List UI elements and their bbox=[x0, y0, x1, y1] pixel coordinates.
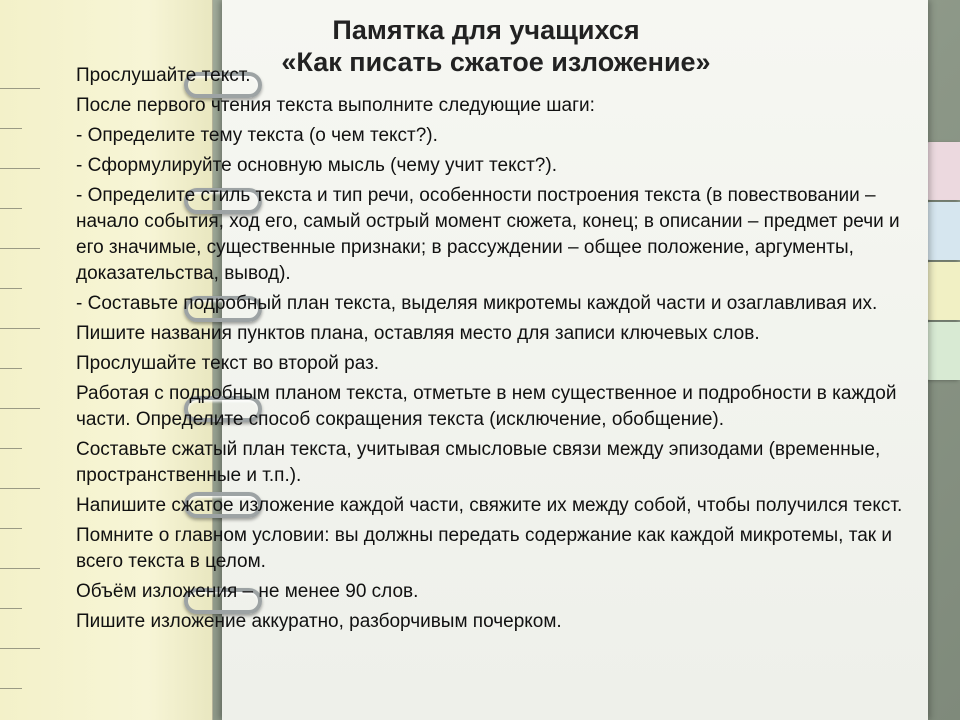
ruler-mark bbox=[0, 528, 22, 529]
ruler-mark bbox=[0, 368, 22, 369]
instruction-item: Помните о главном условии: вы должны передать содержание как каждой микротемы, так и всего текста в целом. bbox=[76, 525, 892, 572]
ruler-mark bbox=[0, 648, 40, 649]
instruction-item: Объём изложения – не менее 90 слов. bbox=[76, 581, 419, 602]
instruction-item: Пишите названия пунктов плана, оставляя место для записи ключевых слов. bbox=[76, 323, 760, 344]
ruler-mark bbox=[0, 488, 40, 489]
instruction-item: Прослушайте текст. bbox=[76, 65, 251, 86]
ruler-mark bbox=[0, 168, 40, 169]
instruction-item: После первого чтения текста выполните следующие шаги: bbox=[76, 95, 595, 116]
page-subtitle: «Как писать сжатое изложение» bbox=[281, 47, 711, 77]
ruler-mark bbox=[0, 568, 40, 569]
ruler-mark bbox=[0, 288, 22, 289]
instruction-item: - Составьте подробный план текста, выделяя микротемы каждой части и озаглавливая их. bbox=[76, 293, 878, 314]
instruction-item: Напишите сжатое изложение каждой части, свяжите их между собой, чтобы получился текст. bbox=[76, 495, 903, 516]
ruler-mark bbox=[0, 608, 22, 609]
instruction-item: - Сформулируйте основную мысль (чему учит текст?). bbox=[76, 155, 557, 176]
ruler-mark bbox=[0, 328, 40, 329]
ruler-mark bbox=[0, 408, 40, 409]
instruction-item: Составьте сжатый план текста, учитывая смысловые связи между эпизодами (временные, пространственные и т.п.). bbox=[76, 439, 881, 486]
ruler-mark bbox=[0, 88, 40, 89]
ruler-mark bbox=[0, 248, 40, 249]
ruler-mark bbox=[0, 448, 22, 449]
ruler-mark bbox=[0, 208, 22, 209]
instruction-item: Пишите изложение аккуратно, разборчивым почерком. bbox=[76, 611, 562, 632]
instruction-list bbox=[76, 62, 926, 638]
instruction-item: Работая с подробным планом текста, отметьте в нем существенное и подробности в каждой части. Определите способ сокращения текста (исключение, обобщение). bbox=[76, 383, 897, 430]
instruction-item: Прослушайте текст во второй раз. bbox=[76, 353, 380, 374]
ruler-mark bbox=[0, 688, 22, 689]
instruction-item: - Определите стиль текста и тип речи, особенности построения текста (в повествовании – начало события, ход его, самый острый момент сюжета, конец; в описании – предмет речи и его значимые, существенные признаки; в рассуждении – общее положение, аргументы, доказательства, вывод). bbox=[76, 185, 900, 284]
page-title: Памятка для учащихся bbox=[332, 15, 640, 45]
instruction-item: - Определите тему текста (о чем текст?). bbox=[76, 125, 438, 146]
memo-content bbox=[76, 14, 926, 638]
ruler-mark bbox=[0, 128, 22, 129]
